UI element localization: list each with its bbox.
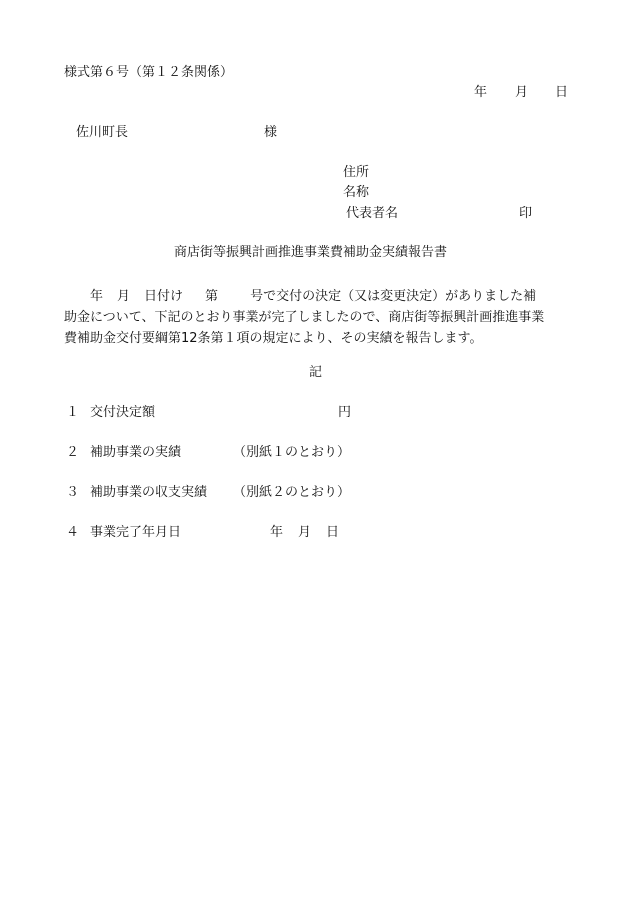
item-4-day: 日 (326, 525, 340, 540)
document-title: 商店街等振興計画推進事業費補助金実績報告書 (174, 245, 448, 260)
body-line1-rest: 号で交付の決定（又は変更決定）がありました補 (250, 289, 537, 304)
item-3-number: ３ (66, 485, 80, 500)
item-4-label: 事業完了年月日 (90, 525, 182, 540)
applicant-representative-label: 代表者名 (346, 206, 399, 221)
item-3-label: 補助事業の収支実績 (90, 485, 208, 500)
seal-mark: 印 (519, 206, 533, 221)
body-dai: 第 (205, 289, 219, 304)
body-paragraph (64, 286, 564, 349)
body-day-dated: 日付け (144, 289, 184, 304)
item-2-number: ２ (66, 445, 80, 460)
item-4-month: 月 (298, 525, 312, 540)
item-4-number: ４ (66, 525, 80, 540)
body-line-1 (64, 286, 564, 307)
form-label: 様式第６号（第１２条関係） (64, 65, 234, 80)
addressee-honorific: 様 (264, 125, 278, 140)
body-line-2: 助金について、下記のとおり事業が完了しましたので、商店街等振興計画推進事業 (64, 310, 545, 325)
body-line-3: 費補助金交付要綱第12条第１項の規定により、その実績を報告します。 (64, 331, 483, 346)
applicant-name-label: 名称 (343, 185, 370, 200)
item-2-value: （別紙１のとおり） (233, 445, 351, 460)
item-1-number: １ (66, 405, 80, 420)
date-day: 日 (555, 85, 569, 100)
addressee-name: 佐川町長 (76, 125, 129, 140)
date-month: 月 (515, 85, 529, 100)
applicant-address-label: 住所 (343, 165, 370, 180)
date-year: 年 (474, 85, 488, 100)
item-1-value: 円 (338, 405, 352, 420)
item-1-label: 交付決定額 (90, 405, 156, 420)
item-4-year: 年 (270, 525, 284, 540)
body-month: 月 (117, 289, 131, 304)
item-3-value: （別紙２のとおり） (233, 485, 351, 500)
item-2-label: 補助事業の実績 (90, 445, 182, 460)
ki-heading: 記 (309, 365, 323, 380)
body-year: 年 (90, 289, 104, 304)
